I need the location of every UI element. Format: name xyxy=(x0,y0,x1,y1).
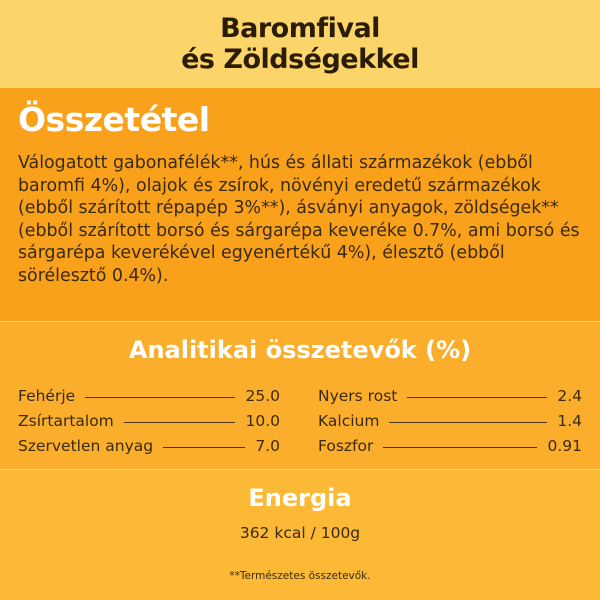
analytical-constituents-section xyxy=(0,322,600,469)
composition-text: Válogatott gabonafélék**, hús és állati származékok (ebből baromfi 4%), olajok és zsírok, növényi eredetű származékok (ebből szárított répapép 3%**), ásványi anyagok, zöldségek** (ebből szárított borsó és sárgarépa keveréke 0.7%, ami borsó és sárgarépa keverékével egyenértékű 4%), élesztő (ebből sörélesztő 0.4%). xyxy=(18,153,580,286)
nutrient-value: 7.0 xyxy=(255,437,280,455)
product-title-line-2: és Zöldségekkel xyxy=(181,44,419,75)
nutrient-value: 0.91 xyxy=(547,437,582,455)
dotted-leader xyxy=(407,397,547,398)
nutrient-name: Szervetlen anyag xyxy=(18,437,154,455)
nutrient-value: 2.4 xyxy=(557,387,582,405)
analytics-row-protein xyxy=(18,380,280,405)
nutrient-value: 10.0 xyxy=(245,412,280,430)
product-title-line-1: Baromfival xyxy=(220,13,380,44)
nutrient-name: Kalcium xyxy=(318,412,380,430)
nutrient-value: 25.0 xyxy=(245,387,280,405)
analytics-row-phosphorus xyxy=(318,430,582,455)
nutrient-name: Foszfor xyxy=(318,437,374,455)
analytics-left-column xyxy=(18,380,280,455)
energy-value: 362 kcal / 100g xyxy=(239,524,361,542)
dotted-leader xyxy=(383,447,537,448)
analytics-right-column xyxy=(318,380,582,455)
analytics-row-fibre xyxy=(318,380,582,405)
footnote: **Természetes összetevők. xyxy=(229,570,371,582)
dotted-leader xyxy=(163,447,245,448)
nutrient-name: Nyers rost xyxy=(318,387,398,405)
composition-heading: Összetétel xyxy=(18,100,210,139)
analytics-row-calcium xyxy=(318,405,582,430)
dotted-leader xyxy=(389,422,547,423)
composition-section xyxy=(0,88,600,321)
product-title-banner xyxy=(0,0,600,88)
nutrient-name: Fehérje xyxy=(18,387,76,405)
dotted-leader xyxy=(124,422,236,423)
nutrient-name: Zsírtartalom xyxy=(18,412,114,430)
analytics-heading: Analitikai összetevők (%) xyxy=(128,336,472,364)
nutrient-value: 1.4 xyxy=(557,412,582,430)
dotted-leader xyxy=(85,397,235,398)
analytics-row-fat xyxy=(18,405,280,430)
analytics-row-ash xyxy=(18,430,280,455)
energy-heading: Energia xyxy=(248,484,352,512)
energy-section xyxy=(0,470,600,600)
